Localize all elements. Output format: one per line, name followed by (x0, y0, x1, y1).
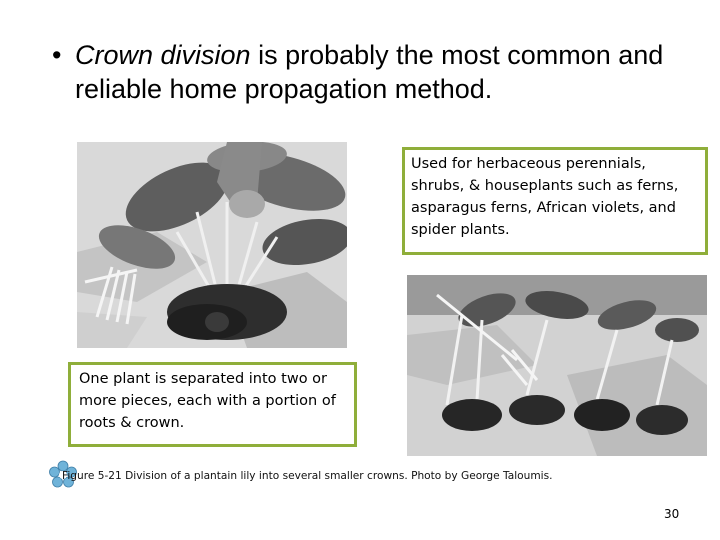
bullet-emphasis: Crown division (75, 40, 251, 70)
uses-text: Used for herbaceous perennials, shrubs, & houseplants such as ferns, asparagus ferns, African violets, and spider plants. (411, 156, 679, 238)
method-text: One plant is separated into two or more pieces, each with a portion of roots & crown. (79, 371, 336, 431)
bullet-marker: • (52, 40, 62, 70)
uses-textbox (402, 147, 708, 255)
photo-divided-crowns (407, 275, 707, 456)
bullet-text (75, 38, 692, 106)
bullet-point (52, 38, 692, 106)
bullet-rest: is probably the most common and reliable home propagation method. (75, 40, 664, 104)
page-number: 30 (664, 507, 680, 521)
method-textbox (68, 362, 357, 447)
figure-caption: Figure 5-21 Division of a plantain lily into several smaller crowns. Photo by George Taloumis. (62, 470, 553, 482)
photo-dividing-plant (77, 142, 347, 348)
